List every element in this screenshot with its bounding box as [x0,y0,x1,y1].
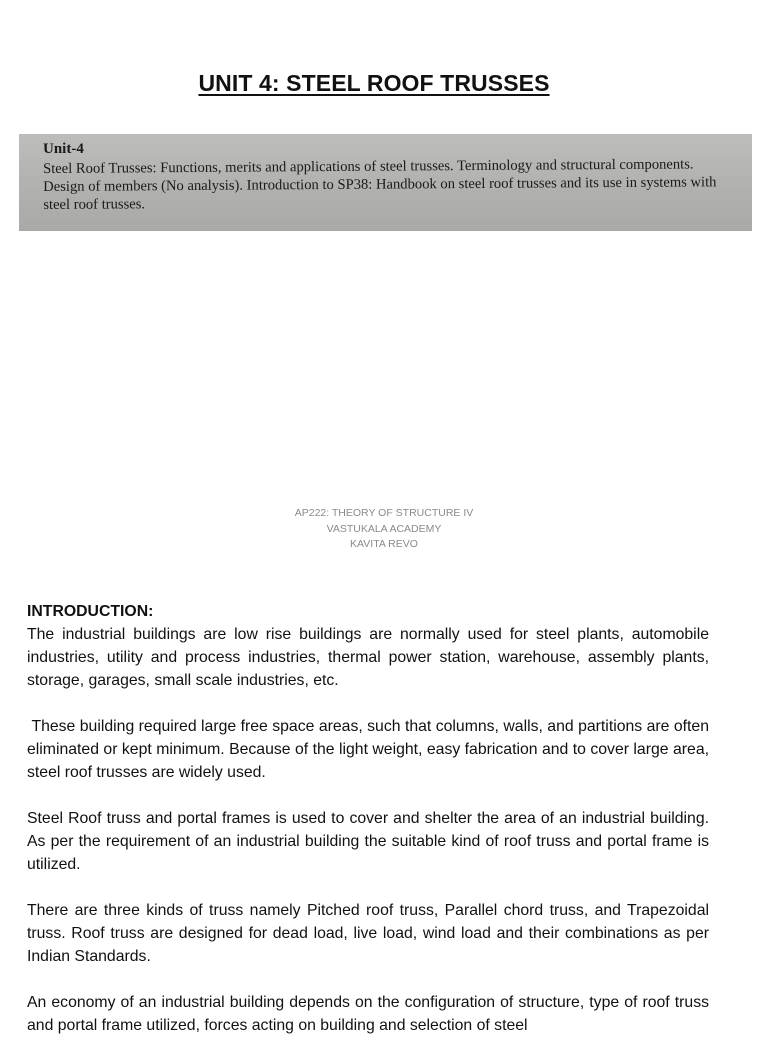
syllabus-unit-heading: Unit-4 [43,141,84,157]
page-title: UNIT 4: STEEL ROOF TRUSSES [198,70,550,96]
course-credits [0,506,768,553]
course-name: AP222: THEORY OF STRUCTURE IV [294,507,474,519]
paragraph: Steel Roof truss and portal frames is used to cover and shelter the area of an industrial building. As per the requirement of an industrial building the suitable kind of roof truss and portal frame is utilized. [27,810,709,873]
introduction-section [27,600,714,1060]
paragraph: These building required large free space areas, such that columns, walls, and partitions are often eliminated or kept minimum. Because of the light weight, easy fabrication and to cover large area, steel roof trusses are widely used. [27,718,714,781]
introduction-heading: INTRODUCTION: [27,603,154,620]
syllabus-description: Steel Roof Trusses: Functions, merits and applications of steel trusses. Terminology and structural components. Design of members (No analysis). Introduction to SP38: Handbook on steel roof trusses and its use in systems with steel roof trusses. [43,156,717,213]
paragraph: There are three kinds of truss namely Pitched roof truss, Parallel chord truss, and Trapezoidal truss. Roof truss are designed for dead load, live load, wind load and their combinations as per Indian Standards. [27,902,709,965]
institution-name: VASTUKALA ACADEMY [326,522,442,535]
author-name: KAVITA REVO [350,538,418,550]
paragraph: The industrial buildings are low rise buildings are normally used for steel plants, automobile industries, utility and process industries, thermal power station, warehouse, assembly plants, storage, garages, small scale industries, etc. [27,626,709,689]
syllabus-scan-image [19,134,752,231]
paragraph: An economy of an industrial building depends on the configuration of structure, type of roof truss and portal frame utilized, forces acting on building and selection of steel [27,994,709,1034]
